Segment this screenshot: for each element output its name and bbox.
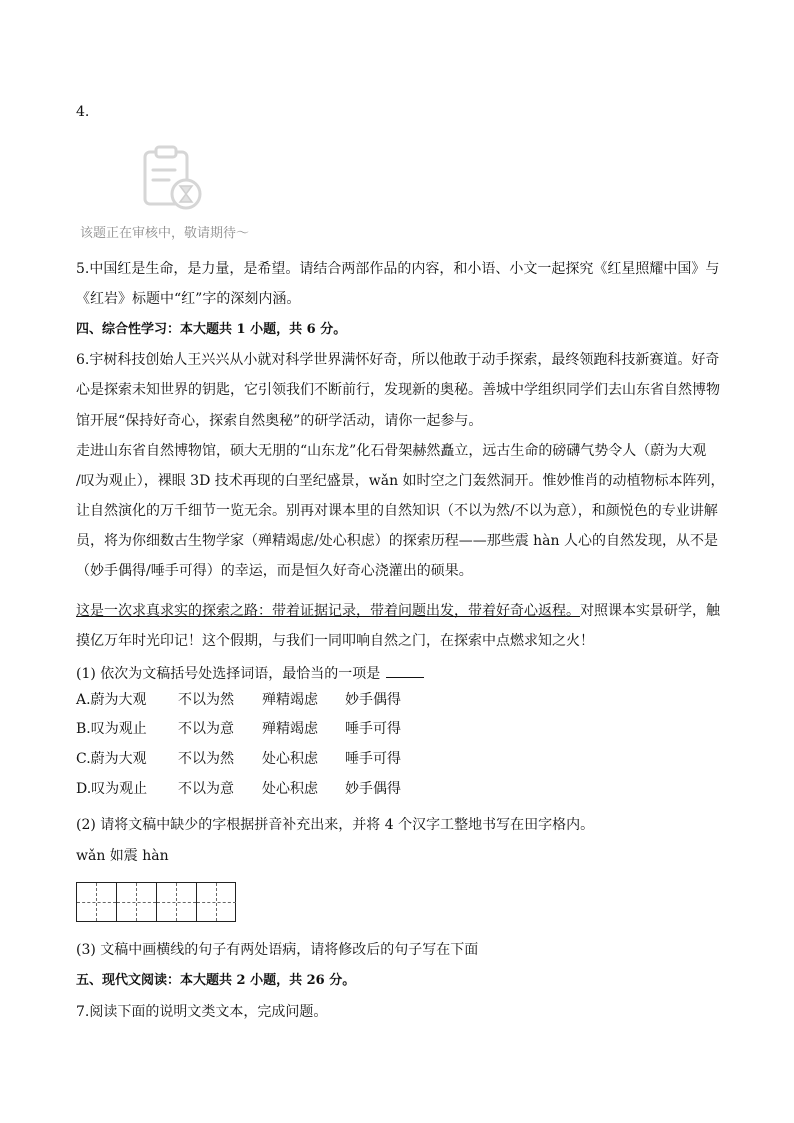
passage-line: 走进山东省自然博物馆，硕大无朋的“山东龙”化石骨架赫然矗立，远古生命的磅礴气势令人（蔚为大观 [76, 443, 707, 459]
underlined-sentence: 这是一次求真求实的探索之路：带着证据记录，带着问题出发，带着好奇心返程。 [76, 603, 580, 619]
option-c-word-3: 处心积虑 [262, 751, 318, 767]
option-d-word-2: 不以为意 [178, 781, 234, 797]
option-a-word-3: 殚精竭虑 [262, 692, 318, 708]
question-5-line-1: 5.中国红是生命，是力量，是希望。请结合两部作品的内容，和小语、小文一起探究《红星照耀中国》与 [76, 261, 720, 277]
tianzige-grid[interactable] [76, 882, 236, 922]
question-6-intro-line: 馆开展“保持好奇心，探索自然奥秘”的研学活动，请你一起参与。 [76, 413, 483, 429]
passage-line: （妙手偶得/唾手可得）的幸运，而是恒久好奇心浇灌出的硕果。 [76, 563, 473, 579]
review-pending-caption: 该题正在审核中，敬请期待～ [80, 226, 250, 241]
pinyin-hint: wǎn 如震 hàn [76, 848, 169, 864]
option-b-word-1: B.叹为观止 [76, 721, 147, 737]
sub-question-2-prompt: (2) 请将文稿中缺少的字根据拼音补充出来，并将 4 个汉字工整地书写在田字格内。 [76, 817, 595, 833]
answer-blank [386, 663, 424, 678]
passage-line: 让自然演化的万千细节一览无余。别再对课本里的自然知识（不以为然/不以为意），和颜悦色的专业讲解 [76, 503, 718, 519]
sub-question-1-prompt [76, 663, 424, 684]
question-5-line-2: 《红岩》标题中“红”字的深刻内涵。 [76, 291, 301, 307]
option-d-word-4: 妙手偶得 [345, 781, 401, 797]
question-7-text: 7.阅读下面的说明文类文本，完成问题。 [76, 1004, 328, 1020]
option-c-word-1: C.蔚为大观 [76, 751, 147, 767]
option-d-word-3: 处心积虑 [262, 781, 318, 797]
sub-question-1-text: (1) 依次为文稿括号处选择词语，最恰当的一项是 [76, 666, 381, 682]
passage-last-line: 摸亿万年时光印记！这个假期，与我们一同叩响自然之门，在探索中点燃求知之火！ [76, 633, 594, 649]
question-6-intro-line: 6.宇树科技创始人王兴兴从小就对科学世界满怀好奇，所以他敢于动手探索，最终领跑科技新赛道。好奇 [76, 352, 720, 368]
passage-line: 员，将为你细数古生物学家（殚精竭虑/处心积虑）的探索历程——那些震 hàn 人心的自然发现，从不是 [76, 533, 718, 549]
question-4-number: 4. [76, 104, 90, 120]
option-a-word-4: 妙手偶得 [345, 692, 401, 708]
option-b-word-2: 不以为意 [178, 721, 234, 737]
passage-line: /叹为观止），裸眼 3D 技术再现的白垩纪盛景，wǎn 如时空之门轰然洞开。惟妙惟肖的动植物标本阵列， [76, 473, 725, 489]
tianzige-cell[interactable] [157, 883, 197, 921]
option-b-word-4: 唾手可得 [345, 721, 401, 737]
option-a-word-1: A.蔚为大观 [76, 692, 147, 708]
passage-continuation: 对照课本实景研学，触 [580, 603, 720, 619]
option-a-word-2: 不以为然 [178, 692, 234, 708]
option-c-word-2: 不以为然 [178, 751, 234, 767]
option-c-word-4: 唾手可得 [345, 751, 401, 767]
question-6-intro-line: 心是探索未知世界的钥匙，它引领我们不断前行，发现新的奥秘。善城中学组织同学们去山东省自然博物 [76, 382, 720, 398]
passage-underlined-line [76, 601, 720, 621]
option-d-word-1: D.叹为观止 [76, 781, 148, 797]
option-b-word-3: 殚精竭虑 [262, 721, 318, 737]
sub-question-3-prompt: (3) 文稿中画横线的句子有两处语病，请将修改后的句子写在下面 [76, 942, 479, 958]
tianzige-cell[interactable] [77, 883, 117, 921]
section-5-heading: 五、现代文阅读：本大题共 2 小题，共 26 分。 [76, 973, 356, 988]
section-4-heading: 四、综合性学习：本大题共 1 小题，共 6 分。 [76, 322, 347, 337]
tianzige-cell[interactable] [117, 883, 157, 921]
clipboard-hourglass-icon [140, 144, 204, 214]
tianzige-cell[interactable] [197, 883, 237, 921]
